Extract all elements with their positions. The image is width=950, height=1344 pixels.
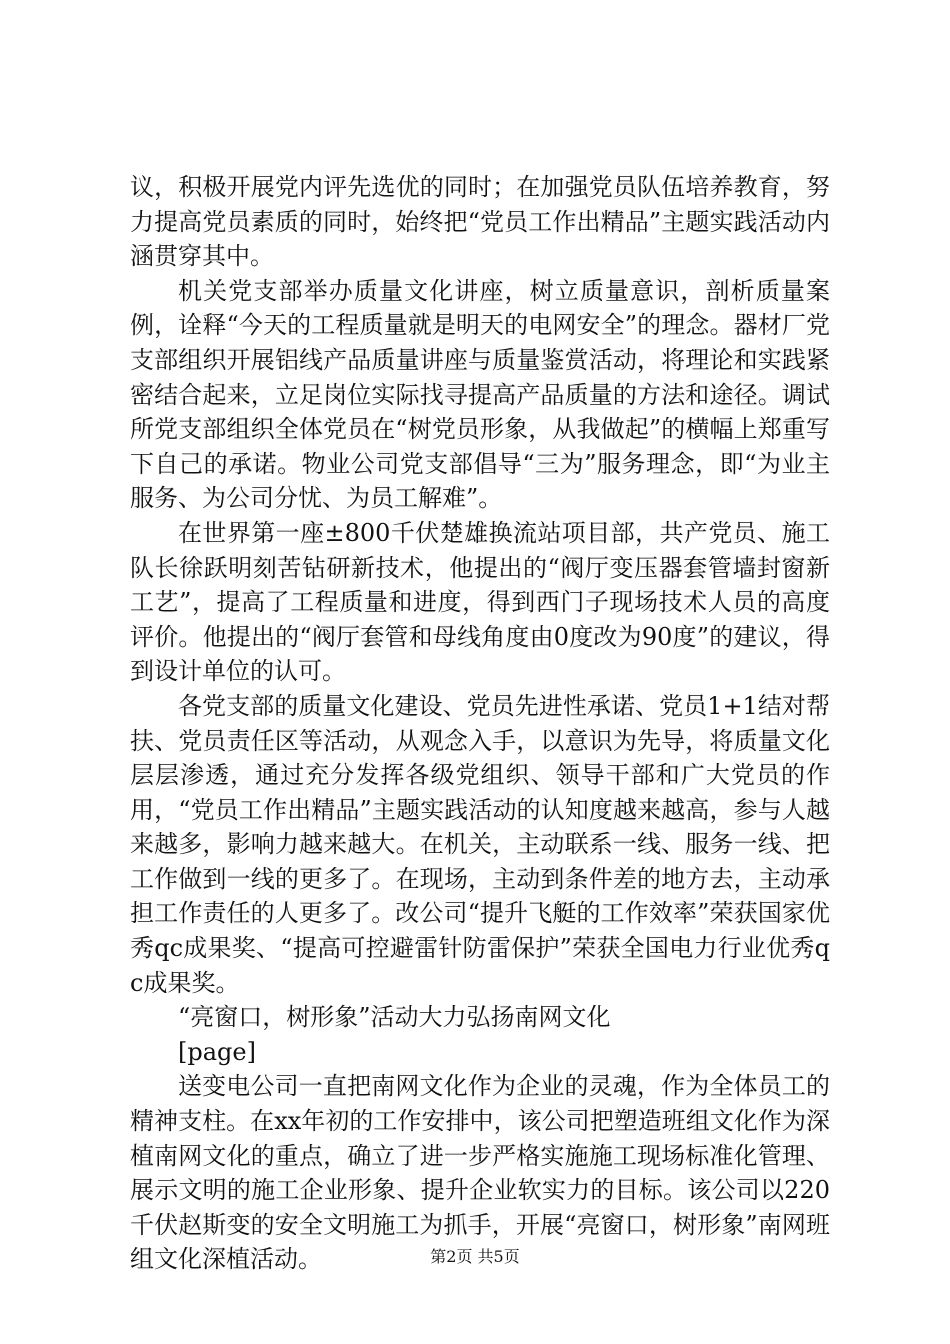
paragraph-5: 送变电公司一直把南网文化作为企业的灵魂，作为全体员工的精神支柱。在xx年初的工作安排中，该公司把塑造班组文化作为深植南网文化的重点，确立了进一步严格实施施工现场标准化管理、展示文明的施工企业形象、提升企业软实力的目标。该公司以220千伏赵斯变的安全文明施工为抓手，开展“亮窗口，树形象”南网班组文化深植活动。: [130, 1072, 830, 1274]
section-heading: “亮窗口，树形象”活动大力弘扬南网文化: [178, 1003, 611, 1032]
paragraph-3: 在世界第一座±800千伏楚雄换流站项目部，共产党员、施工队长徐跃明刻苦钻研新技术，他提出的“阀厅变压器套管墙封窗新工艺”，提高了工程质量和进度，得到西门子现场技术人员的高度评价。他提出的“阀厅套管和母线角度由0度改为90度”的建议，得到设计单位的认可。: [130, 518, 830, 686]
page-body: [130, 170, 830, 1277]
paragraph-2: 机关党支部举办质量文化讲座，树立质量意识，剖析质量案例，诠释“今天的工程质量就是明天的电网安全”的理念。器材厂党支部组织开展铝线产品质量讲座与质量鉴赏活动，将理论和实践紧密结合起来，立足岗位实际找寻提高产品质量的方法和途径。调试所党支部组织全体党员在“树党员形象，从我做起”的横幅上郑重写下自己的承诺。物业公司党支部倡导“三为”服务理念，即“为业主服务、为公司分忧、为员工解难”。: [130, 276, 830, 513]
page-footer: 第2页 共5页: [430, 1247, 520, 1266]
paragraph-1: 议，积极开展党内评先选优的同时；在加强党员队伍培养教育，努力提高党员素质的同时，始终把“党员工作出精品”主题实践活动内涵贯穿其中。: [130, 173, 830, 271]
page-marker: [page]: [178, 1037, 256, 1066]
paragraph-4: 各党支部的质量文化建设、党员先进性承诺、党员1+1结对帮扶、党员责任区等活动，从观念入手，以意识为先导，将质量文化层层渗透，通过充分发挥各级党组织、领导干部和广大党员的作用，“党员工作出精品”主题实践活动的认知度越来越高，参与人越来越多，影响力越来越大。在机关，主动联系一线、服务一线、把工作做到一线的更多了。在现场，主动到条件差的地方去，主动承担工作责任的人更多了。改公司“提升飞艇的工作效率”荣获国家优秀qc成果奖、“提高可控避雷针防雷保护”荣获全国电力行业优秀qc成果奖。: [130, 691, 830, 997]
